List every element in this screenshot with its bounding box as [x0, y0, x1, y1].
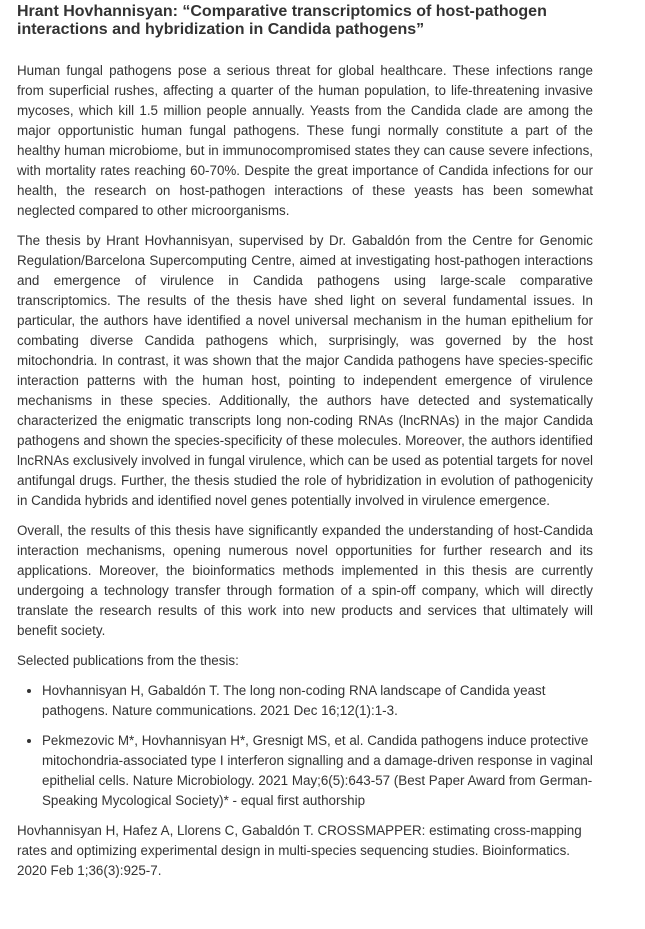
article-title: Hrant Hovhannisyan: “Comparative transcriptomics of host-pathogen interactions and hybridization in Candida pathogens” [17, 3, 547, 38]
publication-item: • Hovhannisyan H, Gabaldón T. The long non-coding RNA landscape of Candida yeast pathogens. Nature communications. 2021 Dec 16;12(1):1-3. [42, 681, 593, 721]
conclusion-paragraph: Overall, the results of this thesis have significantly expanded the understanding of host-Candida interaction mechanisms, opening numerous novel opportunities for further research and its applications. Moreover, the bioinformatics methods implemented in this thesis are currently undergoing a technology transfer through formation of a spin-off company, which will directly translate the research results of this work into new products and services that ultimately will benefit society. [17, 523, 593, 638]
thesis-paragraph: The thesis by Hrant Hovhannisyan, supervised by Dr. Gabaldón from the Centre for Genomic Regulation/Barcelona Supercomputing Centre, aimed at investigating host-pathogen interactions and emergence of virulence in Candida pathogens using large-scale comparative transcriptomics. The results of the thesis have shed light on several fundamental issues. In particular, the authors have identified a novel universal mechanism in the human epithelium for combating diverse Candida pathogens which, surprisingly, was governed by the host mitochondria. In contrast, it was shown that the major Candida pathogens have species-specific interaction patterns with the human host, pointing to independent emergence of virulence mechanisms in these species. Additionally, the authors have detected and systematically characterized the enigmatic transcripts long non-coding RNAs (lncRNAs) in the major Candida pathogens and shown the species-specificity of these molecules. Moreover, the authors identified lncRNAs exclusively involved in fungal virulence, which can be used as potential targets for novel antifungal drugs. Further, the thesis studied the role of hybridization in evolution of pathogenicity in Candida hybrids and identified novel genes potentially involved in virulence emergence. [17, 233, 593, 508]
publication-item: • Pekmezovic M*, Hovhannisyan H*, Gresnigt MS, et al. Candida pathogens induce protective mitochondria-associated type I interferon signalling and a damage-driven response in vaginal epithelial cells. Nature Microbiology. 2021 May;6(5):643-57 (Best Paper Award from German-Speaking Mycological Society)* - equal first authorship [42, 731, 593, 811]
intro-paragraph: Human fungal pathogens pose a serious threat for global healthcare. These infections range from superficial rushes, affecting a quarter of the human population, to life-threatening invasive mycoses, which kill 1.5 million people annually. Yeasts from the Candida clade are among the major opportunistic human fungal pathogens. These fungi normally constitute a part of the healthy human microbiome, but in immunocompromised states they can cause severe infections, with mortality rates reaching 60-70%. Despite the great importance of Candida infections for our health, the research on host-pathogen interactions of these yeasts has been somewhat neglected compared to other microorganisms. [17, 63, 593, 218]
final-reference: Hovhannisyan H, Hafez A, Llorens C, Gabaldón T. CROSSMAPPER: estimating cross-mapping rates and optimizing experimental design in multi-species sequencing studies. Bioinformatics. 2020 Feb 1;36(3):925-7. [17, 823, 582, 878]
publications-list [17, 681, 593, 811]
publications-heading: Selected publications from the thesis: [17, 653, 239, 668]
